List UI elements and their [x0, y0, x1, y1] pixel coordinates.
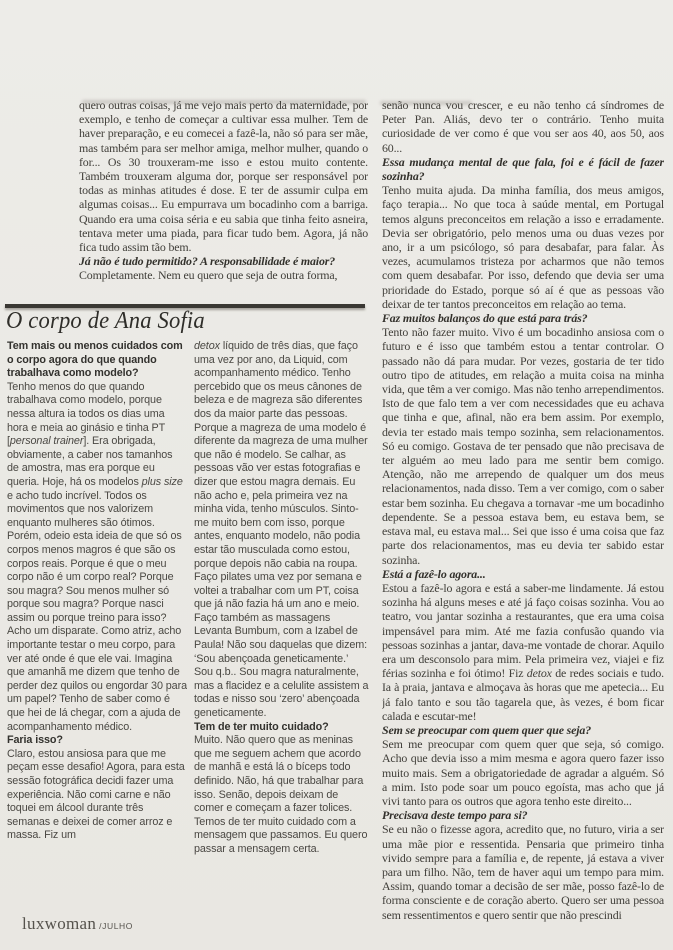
- magazine-brand: luxwoman: [22, 914, 97, 933]
- interview-answer: senão nunca vou crescer, e eu não tenho cá síndromes de Peter Pan. Aliás, devo ter o contrário. Tenho muita curiosidade de ver como é que vou ser aos 40, aos 50, aos 60...: [382, 98, 664, 155]
- interview-answer: Estou a fazê-lo agora e está a saber-me lindamente. Já estou sozinha há alguns meses e até já faço coisas sozinha. Vou ao teatro, vou jantar sozinha a restaurantes, que era uma coisa impensável para mim. Até me fazia confusão quando via pessoas sozinhas a jantar, dava-me vontade de chorar. Aquilo era um desconsolo para mim. Pela primeira vez, viajei e fiz férias sozinha e foi ótimo! Fiz detox de redes sociais e tudo. Ia à praia, jantava e almoçava às horas que me apetecia... Eu já falo tanto e sou tão tagarela que, às vezes, é bom ficar calada e escutar-me!: [382, 580, 664, 723]
- interview-answer: quero outras coisas, já me vejo mais perto da maternidade, por exemplo, e tenho de começar a cultivar essa mulher. Tem de haver preparação, e eu comecei a fazê-la, não só para ser mãe, mas também para ser melhor amiga, melhor mulher, quando o for... Os 30 trouxeram-me isso e estou muito contente. Também trouxeram alguma dor, porque ser responsável por todas as minhas atitudes é dose. E ter de assumir culpa em algumas coisas... Eu empurrava um bocadinho com a barriga. Quando era uma coisa séria e eu sabia que tinha feito asneira, tentava meter uma piada, para ficar tudo bem. Agora, já não fica tudo assim tão bem.: [79, 98, 368, 255]
- interview-answer: detox líquido de três dias, que faço uma vez por ano, da Liquid, com acompanhamento médico. Tenho percebido que os meus cânones de beleza e de magreza são diferentes dos da maior parte das pessoas. Porque a magreza de uma modelo é diferente da magreza de uma mulher que não é modelo. Se calhar, as pessoas vão ver estas fotografias e dizer que estou magra demais. Eu não acho e, pela primeira vez na minha vida, tenho músculos. Sinto-me muito bem com isso, porque antes, enquanto modelo, não podia estar tão musculada como estou, porque depois não cabia na roupa. Faço pilates uma vez por semana e voltei a trabalhar com um PT, coisa que já não fazia há um ano e meio. Faço também as massagens Levanta Bumbum, com a Izabel de Paula! Não sou daquelas que dizem: ‘Sou abençoada geneticamente.’ Sou q.b.. Sou magra naturalmente, mas a flacidez e a celulite assistem a todas e nisso sou ‘zero’ abençoada geneticamente.: [194, 340, 369, 720]
- interview-answer: Tenho menos do que quando trabalhava como modelo, porque nessa altura ia todos os dias uma hora e meia ao ginásio e tinha PT [personal trainer]. Era obrigada, obviamente, a caber nos tamanhos de amostra, mas era porque eu queria. Hoje, há os modelos plus size e acho tudo incrível. Todos os movimentos que nos valorizem enquanto mulheres são ótimos. Porém, odeio esta ideia de que só os corpos menos magros é que são os corpos reais. Porque é que o meu corpo não é um corpo real? Porque sou magra? Sou menos mulher só porque sou magra? Porque nasci assim ou porque treino para isso? Acho um disparate. Como atriz, acho importante testar o meu corpo, para ver até onde é que ele vai. Imagina que amanhã me dizem que tenho de perder dez quilos ou engordar 30 para um papel? Tenho de saber como é que hei de lá chegar, com a ajuda de acompanhamento médico.: [7, 380, 187, 733]
- section-title: O corpo de Ana Sofia: [6, 308, 205, 334]
- interview-question: Faria isso?: [7, 734, 63, 747]
- interview-column-left: [79, 98, 368, 307]
- interview-answer: Tenho muita ajuda. Da minha família, dos meus amigos, faço terapia... No que toca à saúde mental, em Portugal temos alguns preconceitos em relação a isso e erradamente. Devia ser obrigatório, pelo menos uma ou duas vezes por ano, ir a um psicólogo, só para desabafar, para falar. Às vezes, acumulamos tristeza por acharmos que não temos com quem desabafar. Por isso, defendo que devia ser uma prioridade do Estado, porque só aí é que as pessoas vão deixar de ter tantos preconceitos em relação ao tema.: [382, 183, 664, 311]
- interview-answer: Muito. Não quero que as meninas que me seguem achem que acordo de manhã e está lá o bíceps todo definido. Não, há que trabalhar para isso. Senão, depois deixam de comer e começam a fazer tolices. Temos de ter muito cuidado com a mensagem que passamos. Eu quero passar a mensagem certa.: [194, 734, 368, 855]
- interview-answer: Se eu não o fizesse agora, acredito que, no futuro, viria a ser uma mãe pior e ressentida. Pensaria que primeiro tinha vivido sempre para a família e, de repente, já estava a viver para um filho. Não, tem de haver aqui um tempo para mim. Assim, quando tomar a decisão de ser mãe, posso fazê-lo de forma consciente e de coração aberto. Quero ser uma pessoa sem ressentimentos e quero sentir que não prescindi: [382, 822, 664, 922]
- interview-question: Precisava deste tempo para si?: [382, 808, 528, 823]
- interview-question: Faz muitos balanços do que está para trás?: [382, 311, 588, 326]
- interview-question: Sem se preocupar com quem quer que seja?: [382, 722, 592, 737]
- interview-answer: Completamente. Nem eu quero que seja de outra forma,: [79, 268, 338, 283]
- interview-question: Já não é tudo permitido? A responsabilidade é maior?: [79, 254, 336, 269]
- body-box-column-2: [194, 340, 369, 918]
- body-box-column-1: [7, 340, 187, 905]
- interview-answer: Sem me preocupar com quem quer que seja, só comigo. Acho que devia isso a mim mesma e agora quero fazer isso muito mais. Sem a obrigatoriedade de agradar a alguém. Só a mim. Isto pode soar um pouco egoísta, mas acho que já vivi tanto para os outros que agora tenho este direito...: [382, 737, 664, 808]
- interview-question: Tem de ter muito cuidado?: [194, 720, 329, 733]
- interview-question: Está a fazê-lo agora...: [382, 566, 486, 581]
- interview-answer: Tento não fazer muito. Vivo é um bocadinho ansiosa com o futuro e é isso que também estou a tentar controlar. O passado não dá para mudar. Por vezes, gostaria de ter tido outro tipo de atitudes, em relação a muita coisa na minha vida, que têm a ver comigo. Mas não tenho arrependimentos. Isto de que falo tem a ver com necessidades que eu achava que tinha e que, afinal, não era bem assim. Por exemplo, devia ter estado mais tempo sozinha, sem relacionamentos. Só eu comigo. Gostava de ter pensado que não precisava de ter alguém ao meu lado para me sentir bem comigo. Atenção, não me arrependo de qualquer um dos meus relacionamentos, nada disso. Tem a ver comigo, com o saber estar bem sozinha. Eu chegava a tornavar -me um bocadinho dependente. Se a pessoa estava bem, eu estava bem, se estava mal, eu estava mal... Sei que isso é uma coisa que faz parte dos relacionamentos, mas eu devia ter sabido estar sozinha.: [382, 325, 664, 567]
- interview-question: Tem mais ou menos cuidados com o corpo agora do que quando trabalhava como modelo?: [7, 340, 183, 380]
- interview-answer: Claro, estou ansiosa para que me peçam esse desafio! Agora, para esta sessão fotográfica decidi fazer uma experiência. Não comi carne e não toquei em álcool durante três semanas e deixei de comer arroz e massa. Fiz um: [7, 747, 185, 842]
- interview-question: Essa mudança mental de que fala, foi e é fácil de fazer sozinha?: [382, 154, 664, 184]
- issue-month: /JULHO: [99, 921, 133, 931]
- interview-column-right: [382, 98, 664, 926]
- page-footer: [22, 914, 133, 934]
